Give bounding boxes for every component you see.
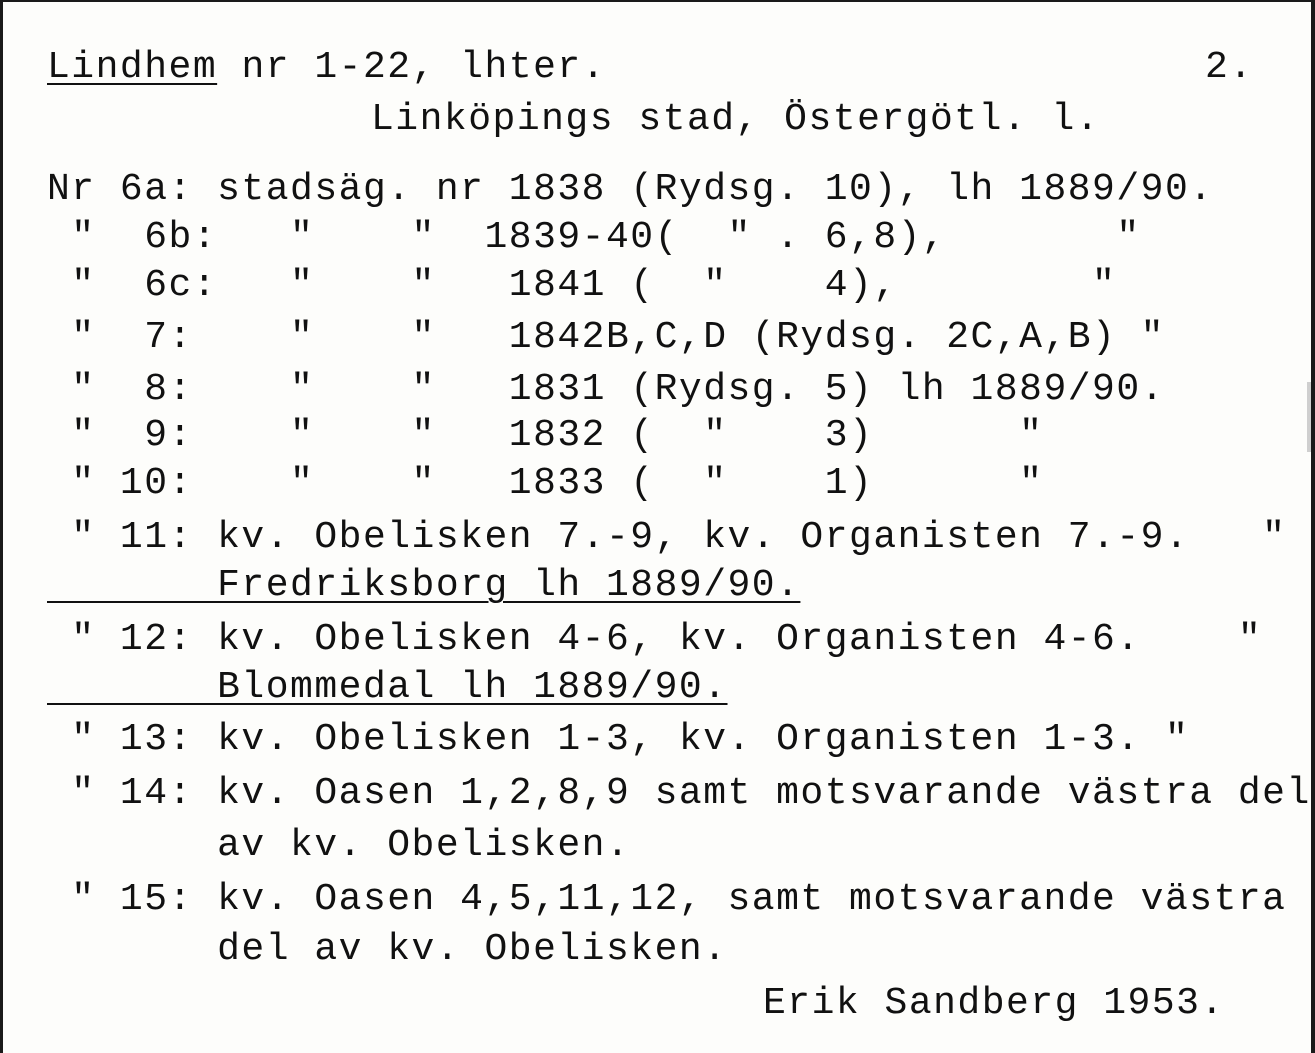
entry-line: Nr 6a: stadsäg. nr 1838 (Rydsg. 10), lh 1889/90. (47, 168, 1214, 211)
entry-line: " 14: kv. Oasen 1,2,8,9 samt motsvarande västra del (47, 772, 1311, 815)
scan-edge-mark (1307, 382, 1311, 452)
entry-line: Blommedal lh 1889/90. (47, 666, 728, 709)
entry-line: " 12: kv. Obelisken 4-6, kv. Organisten 4-6. " (47, 618, 1263, 661)
entry-line: " 10: " " 1833 ( " 1) " (47, 462, 1044, 505)
entry-line: del av kv. Obelisken. (47, 928, 728, 971)
place-name: Lindhem (47, 46, 218, 89)
entry-line: " 9: " " 1832 ( " 3) " (47, 414, 1044, 457)
entry-line: " 13: kv. Obelisken 1-3, kv. Organisten 1-3. " (47, 718, 1190, 761)
entry-line: " 7: " " 1842B,C,D (Rydsg. 2C,A,B) " (47, 316, 1165, 359)
page-number: 2. (1205, 46, 1254, 89)
entry-line: Fredriksborg lh 1889/90. (47, 564, 801, 607)
entry-line: " 11: kv. Obelisken 7.-9, kv. Organisten 7.-9. " (47, 516, 1287, 559)
card-title (47, 46, 606, 90)
entry-line: " 6c: " " 1841 ( " 4), " (47, 264, 1117, 307)
entry-line: av kv. Obelisken. (47, 824, 631, 867)
entry-line: " 15: kv. Oasen 4,5,11,12, samt motsvarande västra (47, 878, 1287, 921)
entry-line: " 6b: " " 1839-40( " . 6,8), " (47, 216, 1141, 259)
signature: Erik Sandberg 1953. (763, 982, 1225, 1025)
entry-line: " 8: " " 1831 (Rydsg. 5) lh 1889/90. (47, 368, 1165, 411)
number-range: nr 1-22, lhter. (217, 46, 606, 89)
location-line: Linköpings stad, Östergötl. l. (371, 98, 1101, 141)
